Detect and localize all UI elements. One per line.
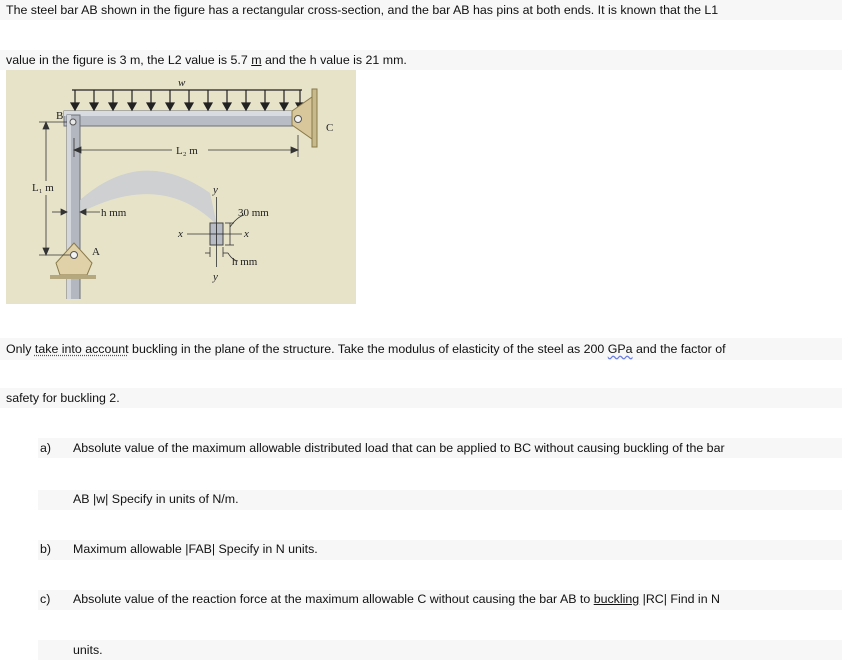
thirty-mm-dimension	[225, 215, 244, 245]
intro-line-2: value in the figure is 3 m, the L2 value is 5.7 m and the h value is 21 mm.	[6, 53, 407, 67]
label-b: B	[56, 110, 64, 122]
label-w: w	[178, 77, 186, 89]
structure-figure	[6, 70, 356, 304]
label-thirty-mm: 30 mm	[238, 207, 269, 219]
pin-c	[295, 116, 302, 123]
label-h-left: h mm	[101, 207, 127, 219]
label-l2: L₂ m	[176, 145, 198, 157]
question-a-line-1: Absolute value of the maximum allowable distributed load that can be applied to BC without causing buckling of the bar	[73, 441, 725, 455]
question-c-line-1: Absolute value of the reaction force at the maximum allowable C without causing the bar AB to buckling |RC| Find in N	[73, 592, 720, 606]
label-y-top: y	[213, 184, 218, 196]
underlined-unit: m	[251, 53, 262, 67]
pin-a	[71, 252, 78, 259]
spellcheck-word: GPa	[607, 342, 633, 356]
label-a: A	[92, 246, 100, 258]
question-b-text: Maximum allowable |FAB| Specify in N units.	[73, 542, 318, 556]
note-line-2: safety for buckling 2.	[6, 391, 120, 405]
figure-drawing	[12, 75, 350, 299]
label-c: C	[326, 122, 334, 134]
question-a-marker: a)	[40, 441, 52, 455]
note-line-1: Only take into account buckling in the plane of the structure. Take the modulus of elasticity of the steel as 200 GPa and the factor of	[6, 342, 726, 356]
dotted-phrase: take into account	[34, 342, 129, 356]
distributed-load-arrows	[71, 90, 304, 110]
label-h-bottom: h mm	[232, 256, 258, 268]
intro-line-1: The steel bar AB shown in the figure has a rectangular cross-section, and the bar AB has pins at both ends. It is known that the L1	[6, 3, 719, 17]
label-x-left: x	[178, 228, 183, 240]
label-y-bottom: y	[213, 271, 218, 283]
label-x-right: x	[244, 228, 249, 240]
question-c-line-2: units.	[73, 643, 103, 657]
pin-b	[70, 119, 76, 125]
text-band	[38, 640, 842, 660]
question-b-marker: b)	[40, 542, 52, 556]
label-l1: L₁ m	[32, 182, 54, 194]
question-c-marker: c)	[40, 592, 51, 606]
question-a-line-2: AB |w| Specify in units of N/m.	[73, 492, 239, 506]
underlined-word: buckling	[593, 592, 640, 606]
text-band	[0, 388, 842, 408]
